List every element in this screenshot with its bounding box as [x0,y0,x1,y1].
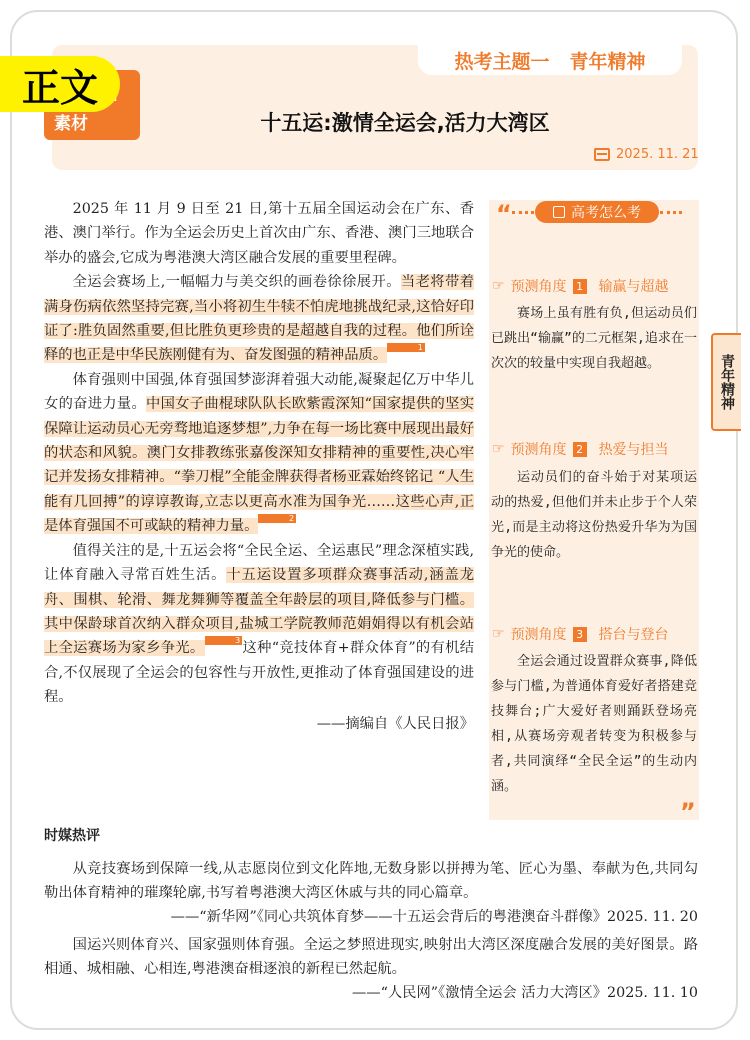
prediction-angle-1-body [491,301,697,376]
highlighted-text: 十五运设置多项群众赛事活动,涵盖龙舟、围棋、轮滑、舞龙舞狮等覆盖全年龄层的项目,降低参与门槛。其中保龄球首次纳入群众项目,盐城工学院教师范娟娟得以有机会站上全运赛场为家乡争光。 [44,567,475,657]
annotation-marker-1: 1 [387,343,425,352]
angle-body-text: 全运会通过设置群众赛事,降低参与门槛,为普通体育爱好者搭建竞技舞台;广大爱好者则踊跃登场亮相,从赛场旁观者转变为积极参与者,共同演绎“全民全运”的生动内涵。 [491,654,697,794]
sidebar-heading [535,201,659,223]
paragraph-text: 体育强则中国强,体育强国梦澎湃着强大动能,凝聚起亿万中华儿女的奋进力量。 [44,371,474,413]
media-section-heading: 时媒热评 [44,828,100,844]
media-item-text: 从竞技赛场到保障一线,从志愿岗位到文化阵地,无数身影以拼搏为笔、匠心为墨、奉献为色,共同勾勒出体育精神的璀璨轮廓,书写着粤港澳大湾区休戚与共的同心篇章。 [44,861,698,901]
pointing-hand-icon: ☞ [492,626,505,642]
paragraph-text: 值得关注的是,十五运会将“全民全运、全运惠民”理念深植实践,让体育融入寻常百姓生活。 [44,542,474,584]
side-tab: 青年精神 [711,333,741,431]
angle-number: 3 [573,627,587,642]
angle-body-text: 赛场上虽有胜有负,但运动员们已跳出“输赢”的二元框架,追求在一次次的较量中实现自我超越。 [491,306,697,371]
angle-body-text: 运动员们的奋斗始于对某项运动的热爱,但他们并未止步于个人荣光,而是主动将这份热爱升华为为国争光的使命。 [491,470,697,560]
media-item-source: ——“人民网”《激情全运会 活力大湾区》2025. 11. 10 [351,985,698,1001]
article-body [44,197,474,736]
paragraph-text: 全运会赛场上,一幅幅力与美交织的画卷徐徐展开。 [72,274,401,291]
angle-number: 2 [573,442,587,457]
article-paragraph-4 [44,539,474,710]
angle-title: 输赢与超越 [598,279,669,295]
prediction-angle-2-heading [492,439,669,459]
prediction-angle-2-body [491,465,697,565]
annotation-marker-2: 2 [258,514,296,523]
topic-tab [418,45,682,75]
angle-prefix: 预测角度 [510,279,567,295]
pointing-hand-icon: ☞ [492,278,505,294]
calendar-icon [594,148,610,161]
dotted-divider [660,211,682,214]
angle-prefix: 预测角度 [510,442,567,458]
badge-text: 素材 [54,114,88,134]
article-paragraph-3 [44,368,474,539]
article-source: ——摘编自《人民日报》 [316,715,474,732]
prediction-angle-3-body [491,649,697,799]
article-paragraph-2 [44,270,474,368]
open-quote-icon: “ [496,200,512,228]
media-item-1 [44,857,698,929]
close-quote-icon: ” [680,798,696,826]
angle-prefix: 预测角度 [510,627,567,643]
prediction-angle-1-heading [492,276,669,296]
media-item-text: 国运兴则体育兴、国家强则体育强。全运之梦照进现实,映射出大湾区深度融合发展的美好图景。路相通、城相融、心相连,粤港澳奋楫逐浪的新程已然起航。 [44,937,698,977]
media-item-source: ——“新华网”《同心共筑体育梦——十五运会背后的粤港澳奋斗群像》2025. 11. 20 [170,909,698,925]
article-paragraph-1: 2025 年 11 月 9 日至 21 日,第十五届全国运动会在广东、香港、澳门举行。作为全运会历史上首次由广东、香港、澳门三地联合举办的盛会,它成为粤港澳大湾区融合发展的重要里程碑。 [44,201,474,266]
pointing-hand-icon: ☞ [492,441,505,457]
paragraph-text: 这种“竞技体育+群众体育”的有机结合,不仅展现了全运会的包容性与开放性,更推动了体育强国建设的进程。 [44,640,474,706]
topic-label: 热考主题一 [454,50,550,73]
angle-number: 1 [573,279,587,294]
annotation-marker-3: 3 [205,636,243,645]
dotted-divider [512,211,534,214]
highlighted-text: 中国女子曲棍球队队长欧紫霞深知“国家提供的坚实保障让运动员心无旁骛地追逐梦想”,力争在每一场比赛中展现出最好的状态和风貌。澳门女排教练张嘉俊深知女排精神的重要性,决心牢记并发扬女排精神。“拳刀棍”全能金牌获得者杨亚霖始终铭记 “人生能有几回搏”的谆谆教诲,立志以更高水准为国争光……这些心声,正是体育强国不可或缺的精神力量。 [44,396,474,535]
edit-icon [553,206,565,218]
prediction-angle-3-heading [492,624,669,644]
page-title: 十五运:激情全运会,活力大湾区 [260,111,550,135]
media-item-2 [44,933,698,1005]
topic-name: 青年精神 [569,50,646,73]
angle-title: 搭台与登台 [598,627,669,643]
sidebar-heading-text: 高考怎么考 [571,205,641,221]
date-text: 2025. 11. 21 [616,147,699,162]
highlighted-text: 当老将带着满身伤病依然坚持完赛,当小将初生牛犊不怕虎地挑战纪录,这恰好印证了:胜负固然重要,但比胜负更珍贵的是超越自我的过程。他们所诠释的也正是中华民族刚健有为、奋发图强的精神品质。 [44,274,474,364]
section-overlay-label: 正文 [0,56,120,112]
angle-title: 热爱与担当 [598,442,669,458]
date-line [594,147,699,162]
